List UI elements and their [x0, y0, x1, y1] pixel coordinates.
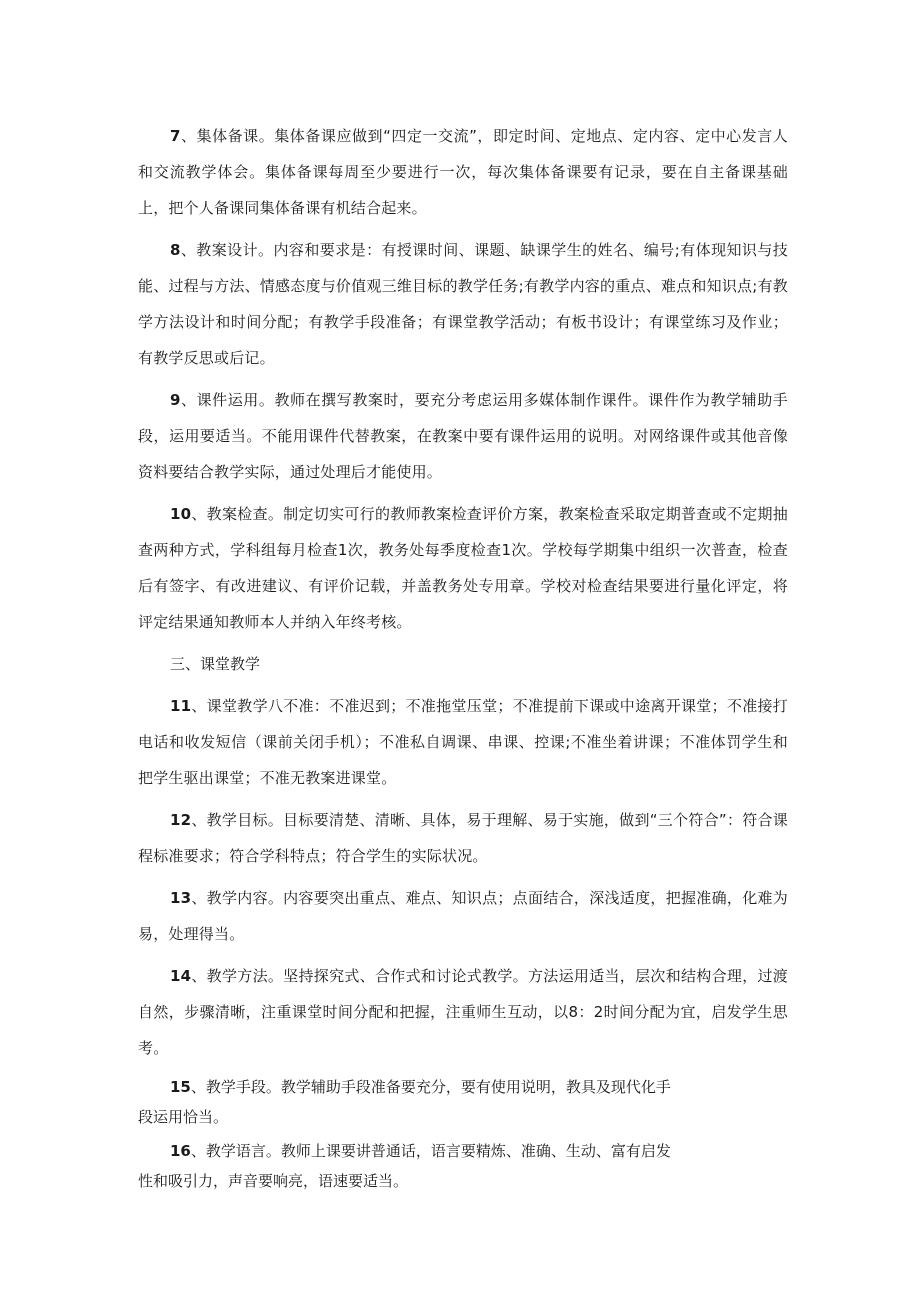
paragraph-text: 、教学手段。教学辅助手段准备要充分，要有使用说明，教具及现代化手: [190, 1078, 671, 1096]
paragraph-number: 7: [170, 127, 181, 145]
paragraph-11: [138, 688, 788, 796]
paragraph-text: 、教学目标。目标要清楚、清晰、具体，易于理解、易于实施，做到“三个符合”：符合课程标准要求；符合学科特点；符合学生的实际状况。: [138, 811, 788, 865]
paragraph-number: 15: [170, 1078, 191, 1096]
paragraph-line: 性和吸引力，声音要响亮，语速要适当。: [138, 1172, 409, 1190]
paragraph-text: 、教案检查。制定切实可行的教师教案检查评价方案，教案检查采取定期普查或不定期抽查两种方式，学科组每月检查1次，教务处每季度检查1次。学校每学期集中组织一次普查，检查后有签字、有改进建议、有评价记载，并盖教务处专用章。学校对检查结果要进行量化评定，将评定结果通知教师本人并纳入年终考核。: [138, 505, 788, 631]
paragraph-16: [138, 1136, 788, 1196]
paragraph-10: [138, 496, 788, 640]
paragraph-number: 14: [170, 967, 192, 985]
paragraph-12: [138, 802, 788, 874]
paragraph-number: 8: [170, 241, 181, 259]
paragraph-text: 、教案设计。内容和要求是：有授课时间、课题、缺课学生的姓名、编号;有体现知识与技能、过程与方法、情感态度与价值观三维目标的教学任务;有教学内容的重点、难点和知识点;有教学方法设计和时间分配；有教学手段准备；有课堂教学活动；有板书设计；有课堂练习及作业；有教学反思或后记。: [138, 241, 788, 367]
paragraph-8: [138, 232, 788, 376]
paragraph-text: 、课件运用。教师在撰写教案时，要充分考虑运用多媒体制作课件。课件作为教学辅助手段，运用要适当。不能用课件代替教案，在教案中要有课件运用的说明。对网络课件或其他音像资料要结合教学实际，通过处理后才能使用。: [138, 391, 788, 481]
paragraph-7: [138, 118, 788, 226]
paragraph-number: 12: [170, 811, 192, 829]
paragraph-line: [138, 1136, 698, 1166]
paragraph-number: 11: [170, 697, 192, 715]
paragraph-text: 、课堂教学八不准：不准迟到；不准拖堂压堂；不准提前下课或中途离开课堂；不准接打电话和收发短信（课前关闭手机）；不准私自调课、串课、控课;不准坐着讲课；不准体罚学生和把学生驱出课堂；不准无教案进课堂。: [138, 697, 788, 787]
paragraph-text: 、集体备课。集体备课应做到“四定一交流”，即定时间、定地点、定内容、定中心发言人和交流教学体会。集体备课每周至少要进行一次，每次集体备课要有记录，要在自主备课基础上，把个人备课同集体备课有机结合起来。: [138, 127, 788, 217]
paragraph-number: 13: [170, 889, 192, 907]
paragraph-number: 16: [170, 1142, 191, 1160]
document-page: [138, 118, 788, 1200]
paragraph-number: 9: [170, 391, 181, 409]
paragraph-number: 10: [170, 505, 192, 523]
paragraph-line: [138, 1072, 698, 1102]
paragraph-14: [138, 958, 788, 1066]
paragraph-line: 段运用恰当。: [138, 1108, 229, 1126]
paragraph-text: 、教学语言。教师上课要讲普通话，语言要精炼、准确、生动、富有启发: [190, 1142, 671, 1160]
paragraph-15: [138, 1072, 788, 1132]
section-title: 三、课堂教学: [170, 655, 261, 673]
paragraph-13: [138, 880, 788, 952]
paragraph-text: 、教学内容。内容要突出重点、难点、知识点；点面结合，深浅适度，把握准确，化难为易，处理得当。: [138, 889, 788, 943]
paragraph-9: [138, 382, 788, 490]
paragraph-text: 、教学方法。坚持探究式、合作式和讨论式教学。方法运用适当，层次和结构合理，过渡自然，步骤清晰，注重课堂时间分配和把握，注重师生互动，以8：2时间分配为宜，启发学生思考。: [138, 967, 788, 1057]
